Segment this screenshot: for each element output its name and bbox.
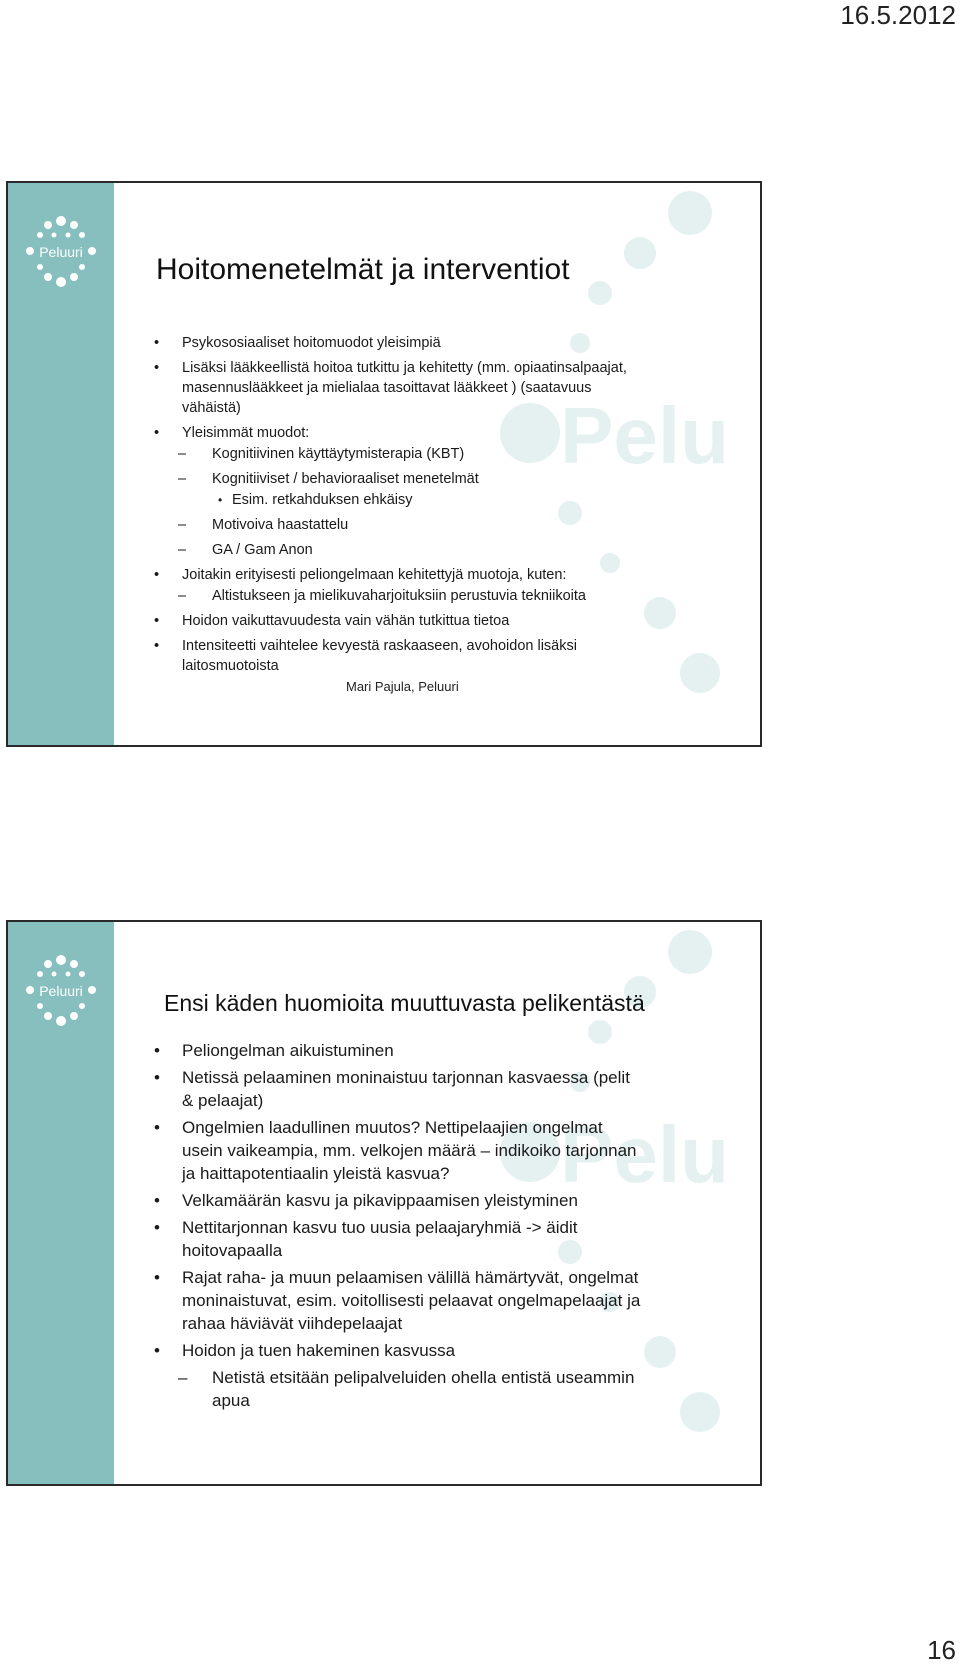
slide-title: Hoitomenetelmät ja interventiot bbox=[156, 253, 570, 286]
slide-2 bbox=[6, 920, 762, 1486]
sub-bullet-item: • Esim. retkahduksen ehkäisy bbox=[154, 490, 639, 510]
peluuri-logo bbox=[22, 952, 100, 1028]
svg-text:Peluuri: Peluuri bbox=[39, 983, 83, 999]
bullet-list bbox=[154, 333, 639, 681]
slide-1 bbox=[6, 181, 762, 747]
bullet-item: • Psykososiaaliset hoitomuodot yleisimpiä bbox=[154, 333, 639, 353]
slide-side-bar bbox=[8, 922, 114, 1484]
peluuri-logo bbox=[22, 213, 100, 289]
bullet-item: • Hoidon vaikuttavuudesta vain vähän tutkittua tietoa bbox=[154, 611, 639, 631]
sub-bullet-item: – Kognitiivinen käyttäytymisterapia (KBT) bbox=[154, 444, 639, 464]
bullet-item: • Velkamäärän kasvu ja pikavippaamisen yleistyminen bbox=[154, 1189, 644, 1212]
svg-text:Peluuri: Peluuri bbox=[39, 244, 83, 260]
page-date: 16.5.2012 bbox=[840, 0, 956, 30]
sub-bullet-item: – Motivoiva haastattelu bbox=[154, 515, 639, 535]
slide-title: Ensi käden huomioita muuttuvasta pelikentästä bbox=[164, 990, 645, 1016]
bullet-item: • Rajat raha- ja muun pelaamisen välillä hämärtyvät, ongelmat moninaistuvat, esim. voitollisesti pelaavat ongelmapelaajat ja rahaa häviävät viihdepelaajat bbox=[154, 1266, 644, 1335]
bullet-item: • Hoidon ja tuen hakeminen kasvussa bbox=[154, 1339, 644, 1362]
slide-side-bar bbox=[8, 183, 114, 745]
bullet-item: • Netissä pelaaminen moninaistuu tarjonnan kasvaessa (pelit & pelaajat) bbox=[154, 1066, 644, 1112]
watermark-text: Pelu bbox=[560, 1110, 729, 1199]
watermark-text: Pelu bbox=[560, 391, 729, 480]
bullet-item: • Nettitarjonnan kasvu tuo uusia pelaajaryhmiä -> äidit hoitovapaalla bbox=[154, 1216, 644, 1262]
bullet-list bbox=[154, 1039, 644, 1416]
bullet-item: • Ongelmien laadullinen muutos? Nettipelaajien ongelmat usein vaikeampia, mm. velkojen määrä – indikoiko tarjonnan ja haittapotentiaalin yleistä kasvua? bbox=[154, 1116, 644, 1185]
bullet-item: • Intensiteetti vaihtelee kevyestä raskaaseen, avohoidon lisäksi laitosmuotoista bbox=[154, 636, 639, 676]
author-credit: Mari Pajula, Peluuri bbox=[346, 679, 459, 694]
bullet-item: • Yleisimmät muodot: bbox=[154, 423, 639, 443]
sub-bullet-item: – Netistä etsitään pelipalveluiden ohella entistä useammin apua bbox=[154, 1366, 644, 1412]
sub-bullet-item: – Altistukseen ja mielikuvaharjoituksiin perustuvia tekniikoita bbox=[154, 586, 639, 606]
page-number: 16 bbox=[927, 1635, 956, 1665]
sub-bullet-item: – Kognitiiviset / behavioraaliset menetelmät bbox=[154, 469, 639, 489]
bullet-item: • Joitakin erityisesti peliongelmaan kehitettyjä muotoja, kuten: bbox=[154, 565, 639, 585]
bullet-item: • Peliongelman aikuistuminen bbox=[154, 1039, 644, 1062]
sub-bullet-item: – GA / Gam Anon bbox=[154, 540, 639, 560]
bullet-item: • Lisäksi lääkkeellistä hoitoa tutkittu ja kehitetty (mm. opiaatinsalpaajat, masennuslääkkeet ja mielialaa tasoittavat lääkkeet ) (saatavuus vähäistä) bbox=[154, 358, 639, 418]
